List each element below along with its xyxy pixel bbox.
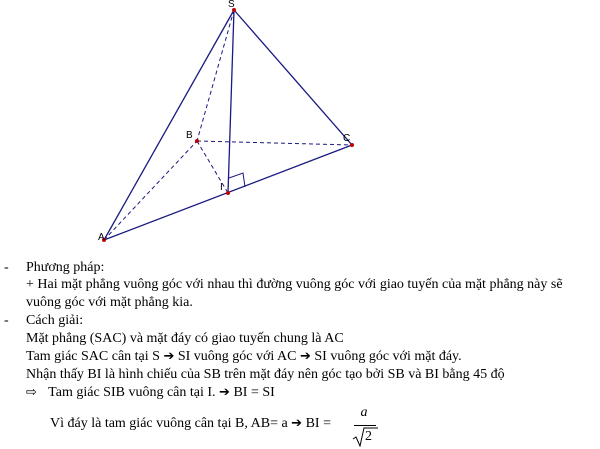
implies-icon: ⇨	[26, 385, 37, 400]
edge-BC	[197, 141, 352, 145]
sqrt-radicand: 2	[365, 429, 372, 444]
label-S: S	[228, 0, 235, 10]
solution-line-3: Nhận thấy BI là hình chiếu của SB trên mặt đáy nên góc tạo bởi SB và BI bằng 45 độ	[26, 367, 505, 382]
solution-line-1: Mặt phẳng (SAC) và mặt đáy có giao tuyến chung là AC	[26, 331, 344, 346]
arrow-icon: ➔	[163, 349, 175, 364]
fraction-denominator	[352, 427, 378, 445]
edge-AB	[104, 141, 197, 240]
line2-part-b: SI vuông góc với AC	[177, 349, 297, 364]
label-I: I	[220, 182, 223, 193]
edge-SI	[228, 10, 234, 193]
vertex-I	[226, 191, 230, 195]
solution-bullet: -	[4, 313, 9, 328]
solution-line-5	[50, 416, 331, 432]
arrow-icon: ➔	[291, 416, 303, 431]
arrow-icon: ➔	[219, 385, 230, 400]
line2-part-c: SI vuông góc với mặt đáy.	[314, 349, 462, 364]
method-line-1: + Hai mặt phẳng vuông góc với nhau thì đường vuông góc với giao tuyến của mặt phẳng này sẽ	[26, 277, 563, 292]
fraction-a-over-sqrt2	[352, 405, 382, 447]
solution-title: Cách giải:	[26, 313, 84, 328]
edge-SB	[197, 10, 234, 141]
line4-part-a: Tam giác SIB vuông cân tại I.	[48, 385, 216, 400]
method-title: Phương pháp:	[26, 260, 105, 275]
label-B: B	[186, 130, 193, 141]
line2-part-a: Tam giác SAC cân tại S	[26, 349, 160, 364]
vertex-B	[195, 139, 199, 143]
line5-part-a: Vì đáy là tam giác vuông cân tại B, AB= a	[50, 416, 288, 431]
method-line-2: vuông góc với mặt phẳng kia.	[26, 295, 193, 310]
edge-BI	[197, 141, 228, 193]
line4-part-b: BI = SI	[233, 385, 275, 400]
fraction-bar	[354, 425, 376, 426]
label-C: C	[343, 133, 351, 144]
fraction-numerator: a	[360, 405, 368, 420]
label-A: A	[98, 232, 105, 243]
vertex-C	[350, 143, 354, 147]
solution-line-2	[26, 349, 462, 365]
edge-SA	[104, 10, 234, 240]
edge-SC	[234, 10, 352, 145]
right-angle-mark	[229, 173, 245, 187]
solution-line-4	[26, 385, 275, 401]
method-bullet: -	[4, 260, 9, 275]
line5-part-b: BI =	[305, 416, 331, 431]
arrow-icon: ➔	[299, 349, 311, 364]
